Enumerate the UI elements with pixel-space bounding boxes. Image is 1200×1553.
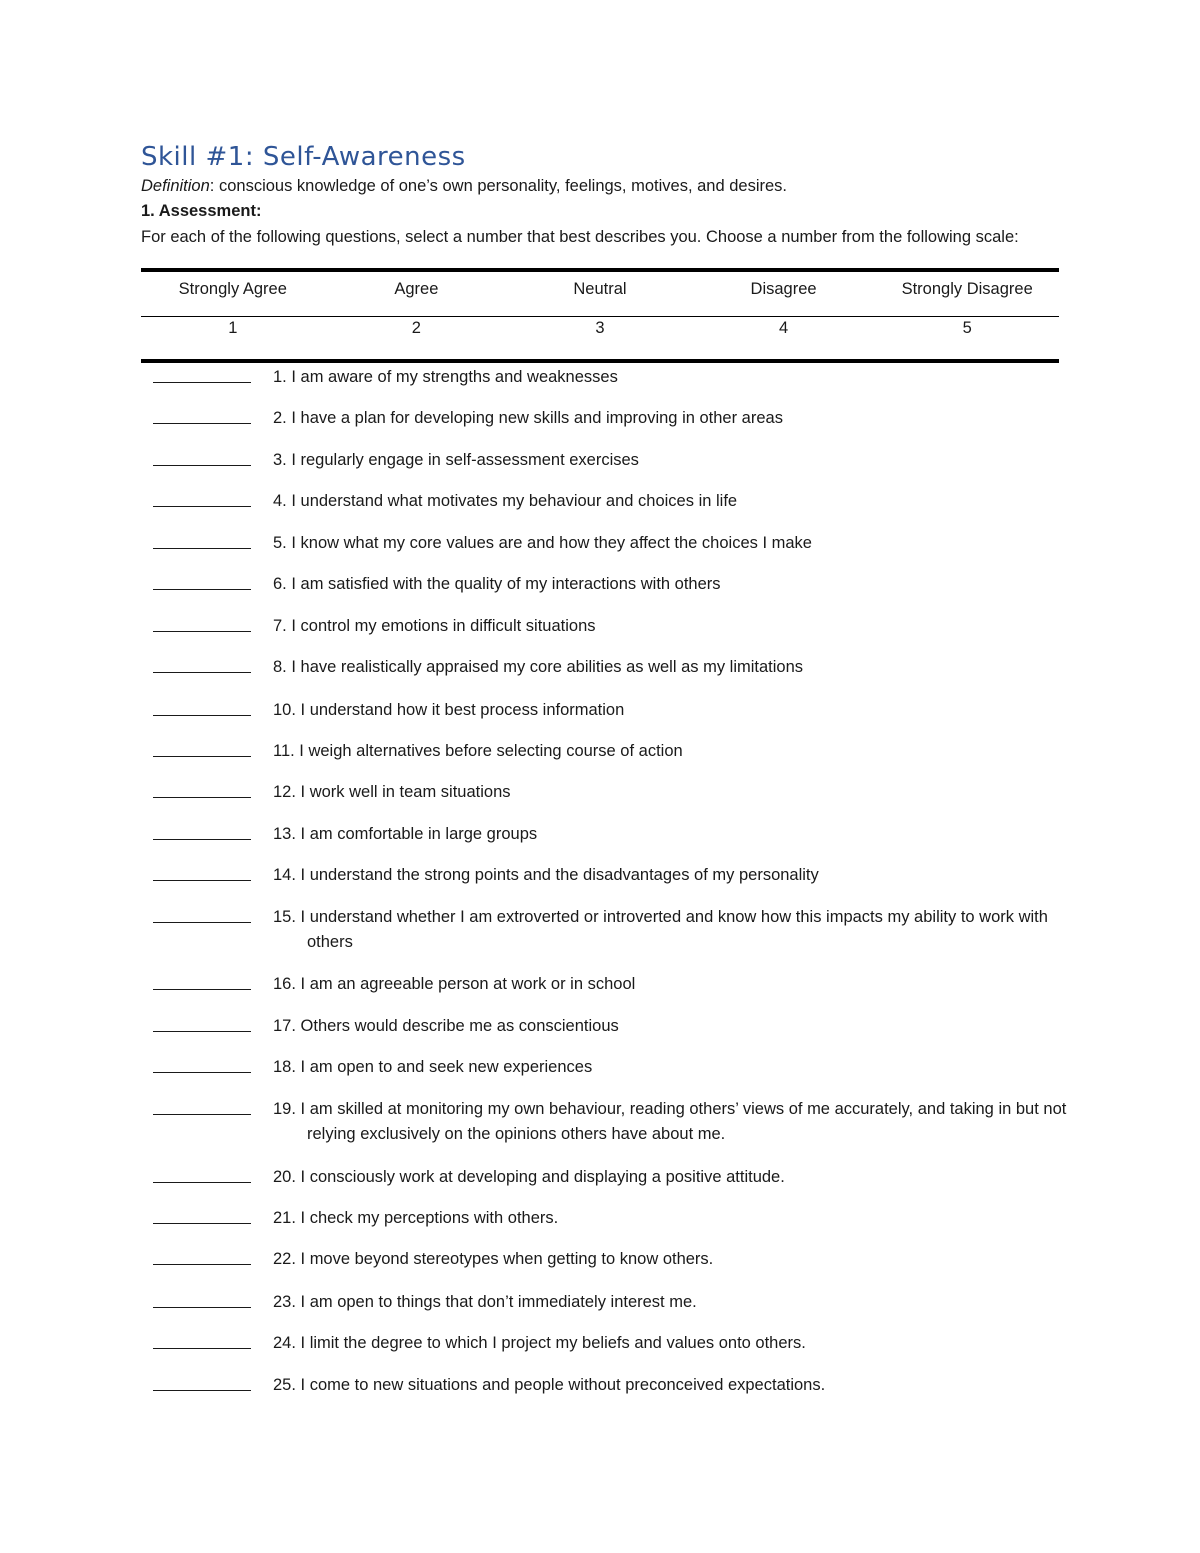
definition-label: Definition <box>141 177 210 195</box>
question-text: 13. I am comfortable in large groups <box>273 825 538 843</box>
question-text: 1. I am aware of my strengths and weaknesses <box>273 368 618 386</box>
scale-labels-row <box>141 272 1059 316</box>
scale-label: Agree <box>394 280 439 298</box>
question-text: 22. I move beyond stereotypes when getting to know others. <box>273 1250 714 1268</box>
question-text: 3. I regularly engage in self-assessment exercises <box>273 451 639 469</box>
answer-blank[interactable] <box>153 548 251 549</box>
question-text: 11. I weigh alternatives before selecting course of action <box>273 742 683 760</box>
answer-blank[interactable] <box>153 382 251 383</box>
answer-blank[interactable] <box>153 715 251 716</box>
answer-blank[interactable] <box>153 589 251 590</box>
scale-bottom-rule <box>141 359 1059 363</box>
answer-blank[interactable] <box>153 1264 251 1265</box>
question-text: 17. Others would describe me as conscientious <box>273 1017 619 1035</box>
answer-blank[interactable] <box>153 465 251 466</box>
question-text: 23. I am open to things that don’t immediately interest me. <box>273 1293 697 1311</box>
question-text: 21. I check my perceptions with others. <box>273 1209 559 1227</box>
page-title: Skill #1: Self-Awareness <box>141 142 466 172</box>
answer-blank[interactable] <box>153 880 251 881</box>
scale-number: 2 <box>411 319 421 337</box>
scale-label: Strongly Disagree <box>901 280 1033 298</box>
question-text: 2. I have a plan for developing new skills and improving in other areas <box>273 409 783 427</box>
question-text: 10. I understand how it best process information <box>273 701 625 719</box>
question-text: 19. I am skilled at monitoring my own behaviour, reading others’ views of me accurately, and taking in but not relying exclusively on the opinions others have about me. <box>273 1100 1067 1143</box>
definition-text: : conscious knowledge of one’s own personality, feelings, motives, and desires. <box>209 177 788 195</box>
question-text: 25. I come to new situations and people without preconceived expectations. <box>273 1376 826 1394</box>
answer-blank[interactable] <box>153 989 251 990</box>
answer-blank[interactable] <box>153 506 251 507</box>
question-text: 8. I have realistically appraised my core abilities as well as my limitations <box>273 658 804 676</box>
scale-table <box>141 268 1059 363</box>
scale-label: Strongly Agree <box>178 280 287 298</box>
scale-number: 4 <box>778 319 789 337</box>
answer-blank[interactable] <box>153 922 251 923</box>
answer-blank[interactable] <box>153 672 251 673</box>
scale-label: Neutral <box>573 280 627 298</box>
answer-blank[interactable] <box>153 1307 251 1308</box>
answer-blank[interactable] <box>153 1114 251 1115</box>
question-text: 16. I am an agreeable person at work or in school <box>273 975 636 993</box>
question-text: 15. I understand whether I am extroverted or introverted and know how this impacts my ability to work with others <box>273 908 1048 951</box>
scale-number: 5 <box>962 319 972 337</box>
answer-blank[interactable] <box>153 423 251 424</box>
answer-blank[interactable] <box>153 631 251 632</box>
question-text: 6. I am satisfied with the quality of my interactions with others <box>273 575 721 593</box>
question-text: 7. I control my emotions in difficult situations <box>273 617 596 635</box>
question-text: 5. I know what my core values are and how they affect the choices I make <box>273 534 812 552</box>
question-text: 18. I am open to and seek new experiences <box>273 1058 593 1076</box>
question-text: 24. I limit the degree to which I project my beliefs and values onto others. <box>273 1334 806 1352</box>
question-text: 20. I consciously work at developing and displaying a positive attitude. <box>273 1168 785 1186</box>
scale-number: 1 <box>228 319 238 337</box>
assessment-heading: 1. Assessment: <box>141 202 262 220</box>
instructions: For each of the following questions, select a number that best describes you. Choose a number from the following scale: <box>141 228 1019 246</box>
question-text: 12. I work well in team situations <box>273 783 511 801</box>
question-text: 4. I understand what motivates my behaviour and choices in life <box>273 492 738 510</box>
answer-blank[interactable] <box>153 1390 251 1391</box>
scale-numbers-row <box>141 317 1059 359</box>
question-text: 14. I understand the strong points and the disadvantages of my personality <box>273 866 819 884</box>
answer-blank[interactable] <box>153 1223 251 1224</box>
answer-blank[interactable] <box>153 1348 251 1349</box>
answer-blank[interactable] <box>153 1072 251 1073</box>
answer-blank[interactable] <box>153 797 251 798</box>
scale-number: 3 <box>595 319 605 337</box>
answer-blank[interactable] <box>153 1182 251 1183</box>
definition <box>141 177 787 196</box>
answer-blank[interactable] <box>153 756 251 757</box>
scale-label: Disagree <box>750 280 817 298</box>
answer-blank[interactable] <box>153 1031 251 1032</box>
answer-blank[interactable] <box>153 839 251 840</box>
